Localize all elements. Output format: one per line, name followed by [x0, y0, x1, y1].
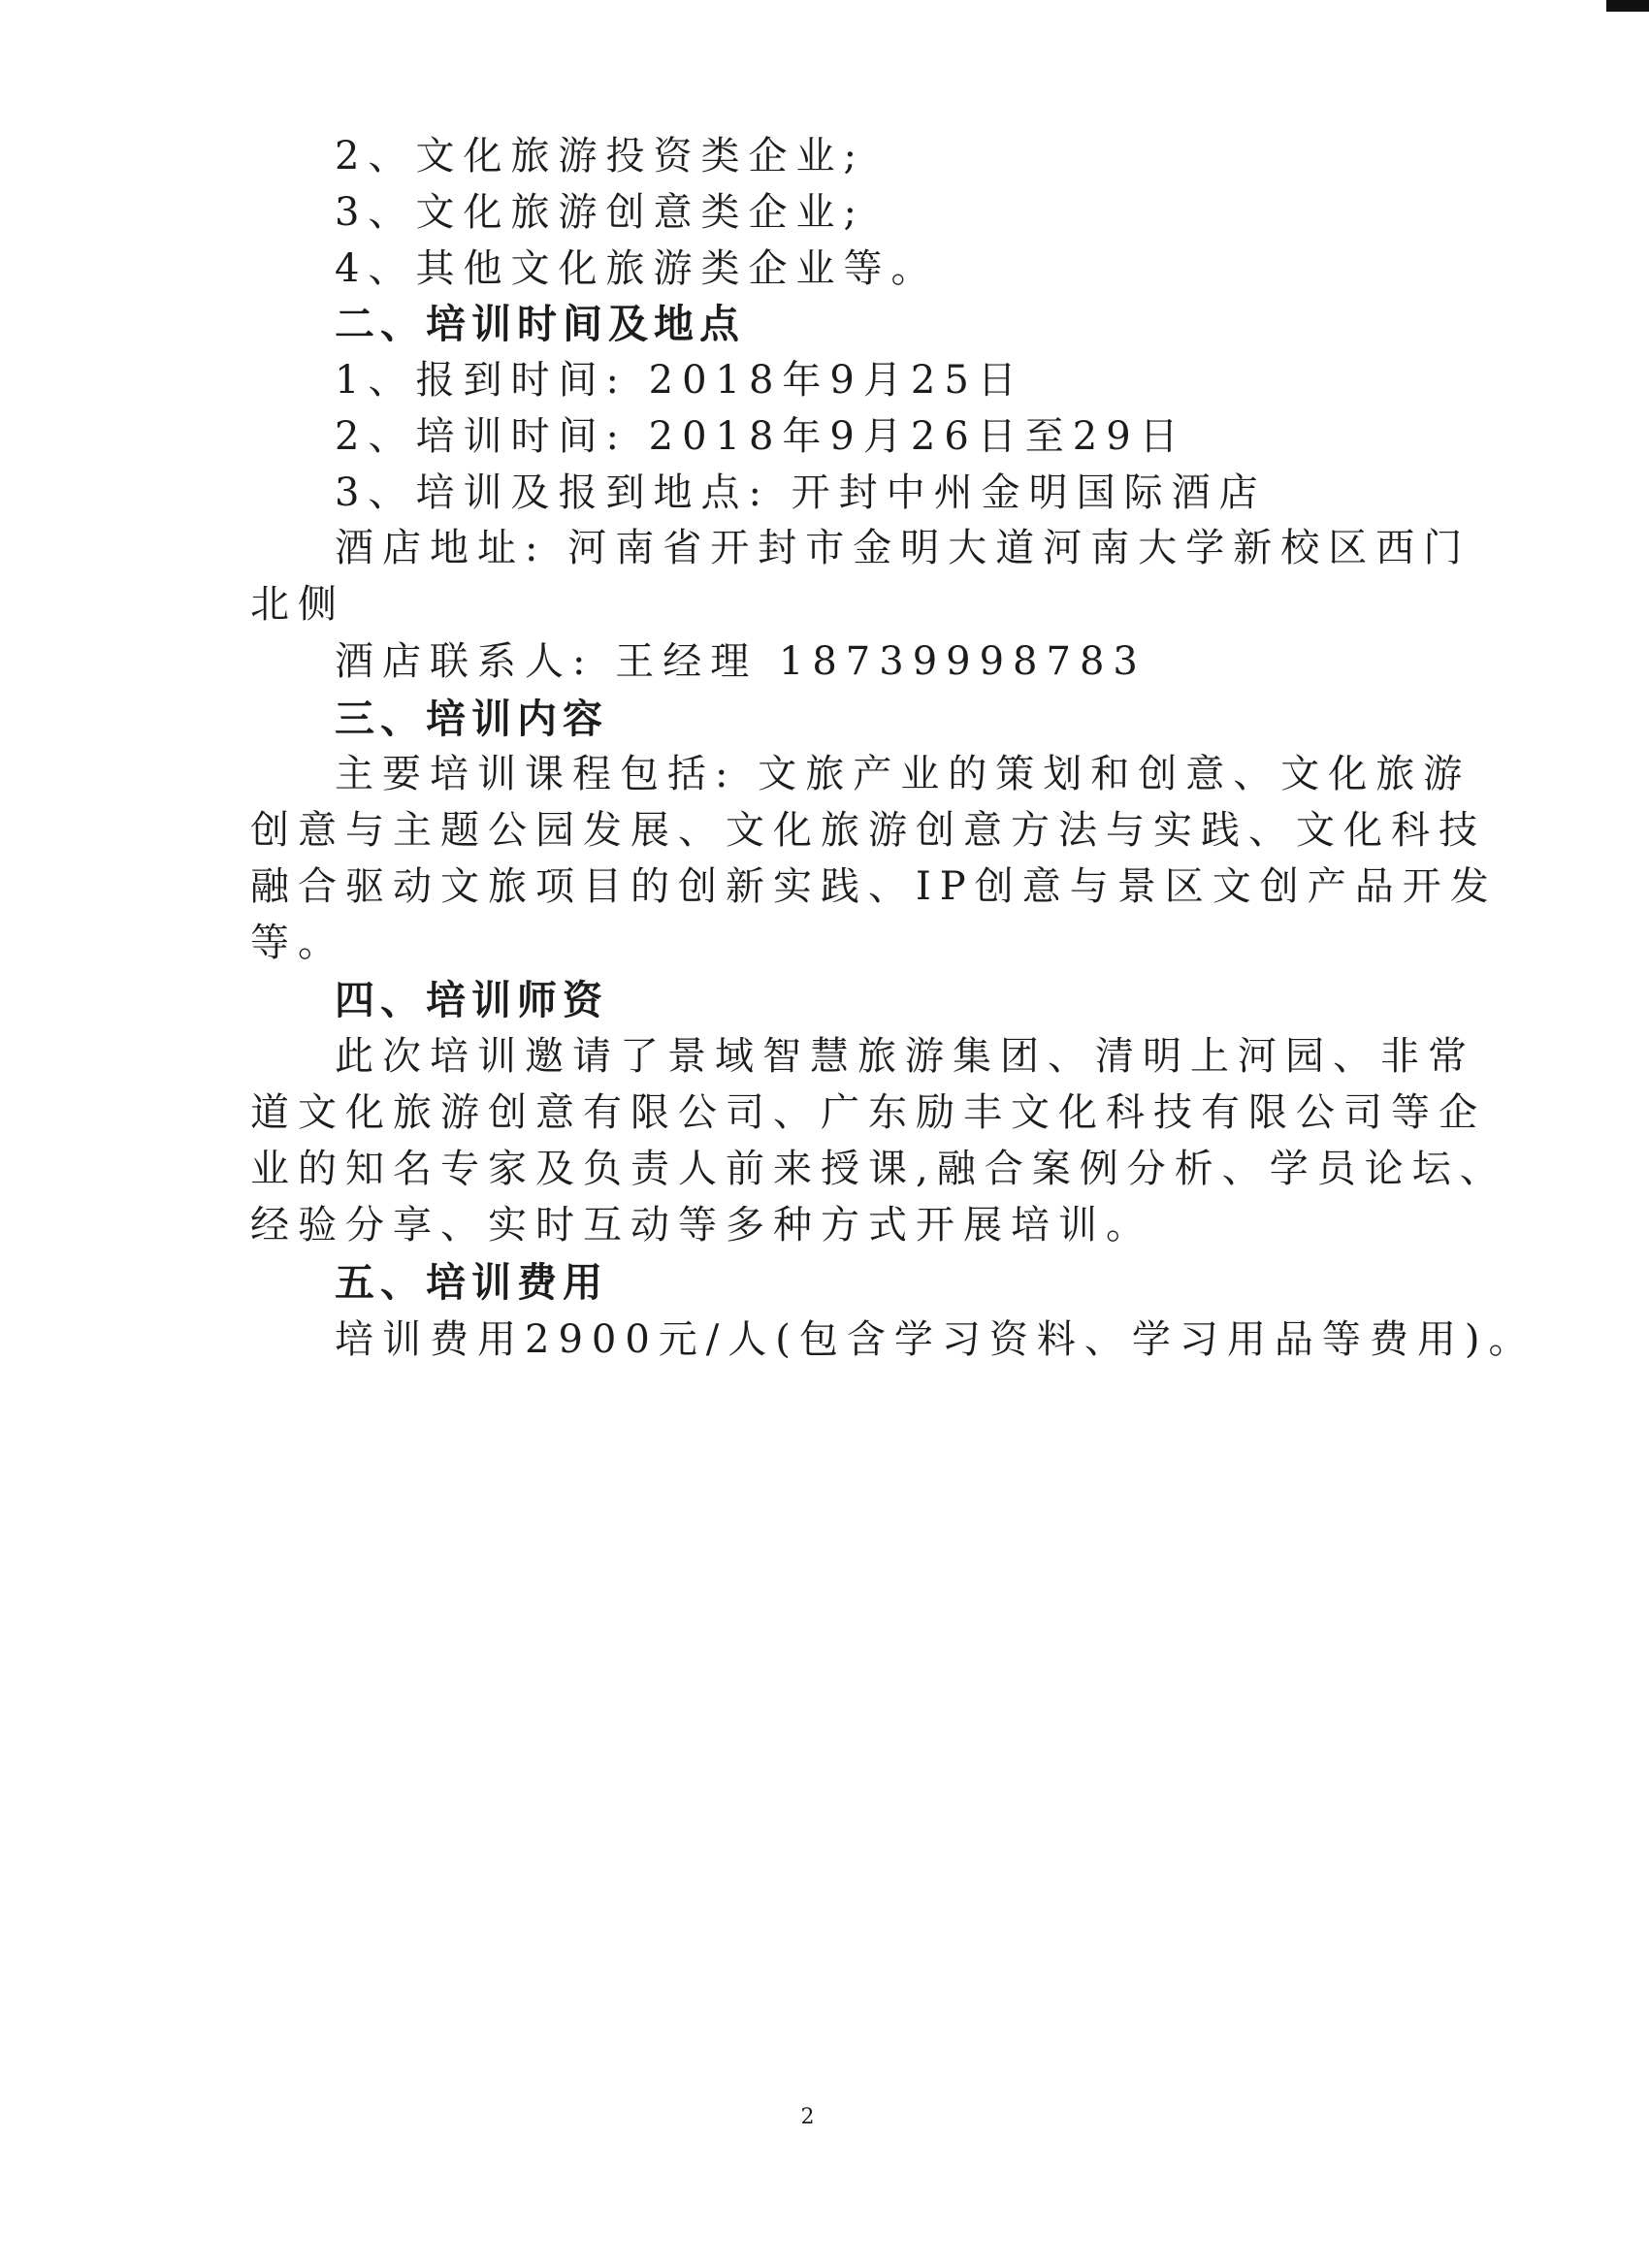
list-item: 2、文化旅游投资类企业;	[335, 134, 865, 178]
list-item: 4、其他文化旅游类企业等。	[335, 246, 939, 291]
list-item: 3、文化旅游创意类企业;	[335, 190, 865, 235]
paragraph-line: 此次培训邀请了景域智慧旅游集团、清明上河园、非常	[335, 1034, 1475, 1079]
list-item: 培训费用2900元/人(包含学习资料、学习用品等费用)。	[335, 1317, 1536, 1362]
list-item: 1、报到时间: 2018年9月25日	[335, 358, 1025, 403]
section-heading: 五、培训费用	[335, 1259, 608, 1306]
page-number: 2	[800, 2105, 815, 2129]
list-item: 2、培训时间: 2018年9月26日至29日	[335, 414, 1187, 459]
paragraph-line: 业的知名专家及负责人前来授课,融合案例分析、学员论坛、	[250, 1147, 1507, 1191]
paragraph-line: 主要培训课程包括: 文旅产业的策划和创意、文化旅游	[335, 752, 1471, 796]
paragraph-line: 道文化旅游创意有限公司、广东励丰文化科技有限公司等企	[250, 1090, 1486, 1135]
paragraph-line: 融合驱动文旅项目的创新实践、IP创意与景区文创产品开发	[250, 864, 1498, 909]
section-heading: 四、培训师资	[335, 977, 608, 1023]
paragraph-line: 经验分享、实时互动等多种方式开展培训。	[250, 1203, 1153, 1247]
section-heading: 三、培训内容	[335, 696, 608, 742]
list-item: 酒店联系人: 王经理 18739998783	[335, 639, 1147, 684]
list-item: 3、培训及报到地点: 开封中州金明国际酒店	[335, 470, 1267, 515]
section-heading: 二、培训时间及地点	[335, 301, 745, 347]
paragraph-line: 等。	[250, 921, 345, 965]
paragraph-line: 酒店地址: 河南省开封市金明大道河南大学新校区西门	[335, 526, 1471, 570]
paragraph-line: 创意与主题公园发展、文化旅游创意方法与实践、文化科技	[250, 808, 1486, 853]
scan-edge-mark	[1606, 0, 1649, 12]
paragraph-line: 北侧	[250, 582, 345, 627]
